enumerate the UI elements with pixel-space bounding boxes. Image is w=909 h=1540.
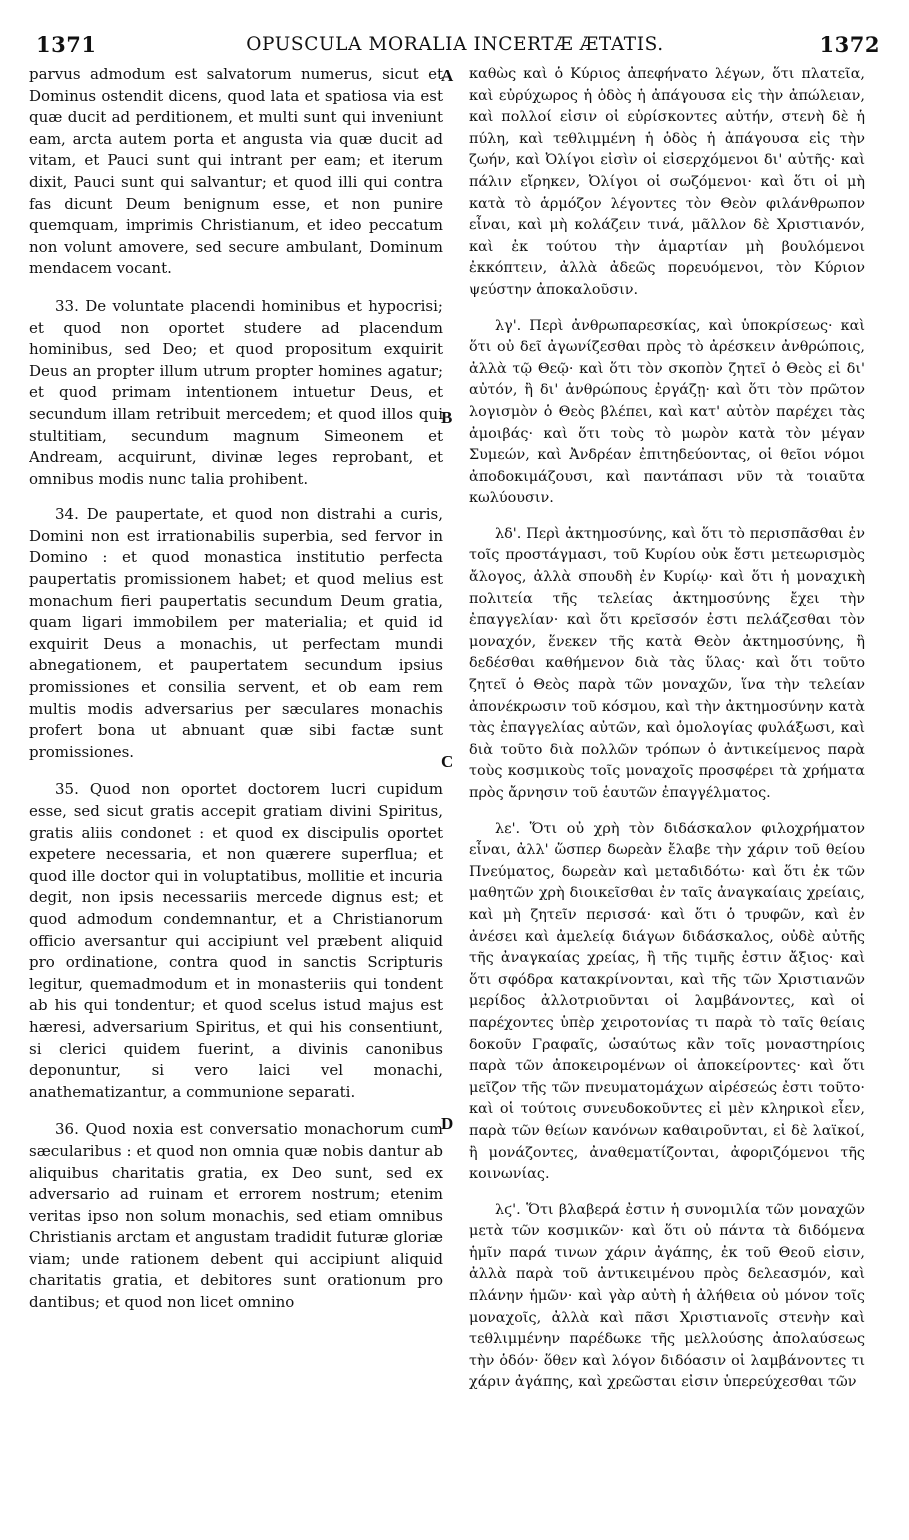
latin-column — [29, 64, 443, 1328]
margin-letters — [441, 0, 471, 1540]
latin-paragraph: 34. De paupertate, et quod non distrahi a curis, Domini non est irrationabilis superbia, sed fervor in Domino : et quod monastica institutio perfecta paupertatis promissionem habet; et quod melius est monachum fieri paupertatis secundum Deum gratia, quam ligari immobilem per materialia; et quid id exquirit Deus a monachis, ut perfectam mundi abnegationem, et paupertatem secundum ipsius promissiones et consilia servent, et ob eam rem multis modis adversarius per sæculares monachis profert bona ut abnuant quæ sibi factæ sunt promissiones. — [29, 505, 443, 761]
greek-column — [469, 64, 865, 1408]
margin-letter-c: C — [441, 752, 454, 771]
page-number-right: 1372 — [819, 32, 880, 57]
greek-paragraph: λδ'. Περὶ ἀκτημοσύνης, καὶ ὅτι τὸ περισπᾶσθαι ἐν τοῖς προστάγμασι, τοῦ Κυρίου οὐκ ἔστι μετεωρισμὸς ἄλογος, ἀλλὰ σπουδὴ ἐν Κυρίῳ· καὶ ὅτι ἡ μοναχικὴ πολιτεία τῆς τελείας ἀκτημοσύνης ἔχει τὴν ἐπαγγελίαν· καὶ ὅτι κρεῖσσόν ἐστι πελάζεσθαι τὸν μοναχόν, ἕνεκεν τῆς κατὰ Θεὸν ἀκτημοσύνης, ἢ δεδέσθαι καθήμενον διὰ τὰς ὕλας· καὶ ὅτι τοῦτο ζητεῖ ὁ Θεὸς παρὰ τῶν μοναχῶν, ἵνα τὴν τελείαν ἀπονέκρωσιν τοῦ κόσμου, καὶ τὴν ἀκτημοσύνην κατὰ τὰς ἐπαγγελίας αὐτῶν, καὶ ὁμολογίας φυλάξωσι, καὶ διὰ τοῦτο διὰ πολλῶν τρόπων ὁ ἀντικείμενος παρὰ τοὺς κοσμικοὺς τοῖς μοναχοῖς προσφέρει τὰ χρήματα πρὸς ἄρνησιν τοῦ ἑαυτῶν ἐπαγγέλματος. — [469, 525, 865, 801]
greek-paragraph: λϛ'. Ὅτι βλαβερά ἐστιν ἡ συνομιλία τῶν μοναχῶν μετὰ τῶν κοσμικῶν· καὶ ὅτι οὐ πάντα τὰ διδόμενα ἡμῖν παρά τινων χάριν ἀγάπης, ἐκ τοῦ Θεοῦ εἰσιν, ἀλλὰ παρὰ τοῦ ἀντικειμένου πρὸς δελεασμόν, καὶ πλάνην ἡμῶν· καὶ γὰρ αὐτὴ ἡ ἀλήθεια οὐ μόνον τοῖς μοναχοῖς, ἀλλὰ καὶ πᾶσι Χριστιανοῖς στενὴν καὶ τεθλιμμένην παρέδωκε τῆς μελλούσης ἀπολαύσεως τὴν ὁδόν· ὅθεν καὶ λόγον διδόασιν οἱ λαμβάνοντες τι χάριν ἀγάπης, καὶ χρεῶσται εἰσιν ὑπερεύχεσθαι τῶν — [469, 1201, 865, 1391]
greek-paragraph: λε'. Ὅτι οὐ χρὴ τὸν διδάσκαλον φιλοχρήματον εἶναι, ἀλλ' ὥσπερ δωρεὰν ἔλαβε τὴν χάριν τοῦ θείου Πνεύματος, δωρεὰν καὶ μεταδιδότω· καὶ ὅτι ἐκ τῶν μαθητῶν χρὴ διοικεῖσθαι ἐν ταῖς ἀναγκαίαις χρείαις, καὶ μὴ ζητεῖν περισσά· καὶ ὅτι ὁ τρυφῶν, καὶ ἐν ἀνέσει καὶ ἀμελείᾳ διάγων διδάσκαλος, οὐδὲ αὐτῆς τῆς ἀναγκαίας χρείας, ἢ τῆς τιμῆς ἐστιν ἄξιος· καὶ ὅτι σφόδρα κατακρίνονται, καὶ τῆς τῶν Χριστιανῶν μερίδος ἀλλοτριοῦνται οἱ λαμβάνοντες, καὶ οἱ παρέχοντες ὑπὲρ χειροτονίας τι παρὰ τὸ ταῖς θείαις δοκοῦν Γραφαῖς, ὡσαύτως κἂν τοῖς μοναστηρίοις παρὰ τῶν ἀποκειρομένων οἱ ἀποκείροντες· καὶ ὅτι μεῖζον τῆς τῶν πνευματομάχων αἱρέσεώς ἐστι τοῦτο· καὶ οἱ τούτοις συνευδοκοῦντες εἰ μὲν κληρικοὶ εἶεν, παρὰ τῶν θείων κανόνων καθαιροῦνται, εἰ δὲ λαϊκοί, ἢ μονάζοντες, ἀναθεματίζονται, ἀφοριζόμενοι τῆς κοινωνίας. — [469, 820, 865, 1183]
margin-letter-a: A — [441, 66, 454, 85]
margin-letter-b: B — [441, 408, 453, 427]
greek-paragraph: καθὼς καὶ ὁ Κύριος ἀπεφήνατο λέγων, ὅτι πλατεῖα, καὶ εὐρύχωρος ἡ ὁδὸς ἡ ἀπάγουσα εἰς τὴν ἀπώλειαν, καὶ πολλοί εἰσιν οἱ εὑρίσκοντες αὐτήν, στενὴ δὲ ἡ πύλη, καὶ τεθλιμμένη ἡ ὁδὸς ἡ ἀπάγουσα εἰς τὴν ζωήν, καὶ Ὀλίγοι εἰσὶν οἱ εἰσερχόμενοι δι' αὐτῆς· καὶ πάλιν εἴρηκεν, Ὀλίγοι οἱ σωζόμενοι· καὶ ὅτι οἱ μὴ κατὰ τὸ ἁρμόζον λέγοντες τὸν Θεὸν φιλάνθρωπον εἶναι, καὶ μὴ κολάζειν τινά, μᾶλλον δὲ Χριστιανόν, καὶ ἐκ τούτου τὴν ἁμαρτίαν μὴ βουλόμενοι ἐκκόπτειν, ἀλλὰ ἀδεῶς πορευόμενοι, τὸν Κύριον ψεύστην ἀποκαλοῦσιν. — [469, 66, 865, 298]
greek-paragraph: λγ'. Περὶ ἀνθρωπαρεσκίας, καὶ ὑποκρίσεως· καὶ ὅτι οὐ δεῖ ἀγωνίζεσθαι πρὸς τὸ ἀρέσκειν ἀνθρώποις, ἀλλὰ τῷ Θεῷ· καὶ ὅτι τὸν σκοπὸν ζητεῖ ὁ Θεὸς εἰ δι' αὐτόν, ἢ δι' ἀνθρώπους ἐργάζῃ· καὶ ὅτι τὸν πρῶτον λογισμὸν ὁ Θεὸς βλέπει, καὶ κατ' αὐτὸν παρέχει τὰς ἀμοιβάς· καὶ ὅτι τοὺς τὸ μωρὸν κατὰ τὸν μέγαν Συμεών, καὶ Ἀνδρέαν ἐπιτηδεύοντας, οἱ θεῖοι νόμοι ἀποδοκιμάζουσι, καὶ παντάπασι νῦν τὰ τοιαῦτα κωλύουσιν. — [469, 317, 865, 507]
latin-paragraph: 35. Quod non oportet doctorem lucri cupidum esse, sed sicut gratis accepit gratiam divini Spiritus, gratis aliis condonet : et quod ex discipulis oportet expetere necessaria, et non quærere superflua; et quod ille doctor qui in voluptatibus, mollitie et incuria degit, non ipsis necessariis mercede dignus est; et quod admodum condemnantur, et a Christianorum officio aversantur qui accipiunt vel præbent aliquid pro ordinatione, contra quod in sanctis Scripturis legitur, quemadmodum et in monasteriis qui tondent ab his qui tondentur; et quod scelus istud majus est hæresi, adversarium Spiritus, et qui his consentiunt, si clerici quidem fuerint, a divinis canonibus deponuntur, si vero laici vel monachi, anathematizantur, a communione separati. — [29, 780, 443, 1101]
margin-letter-d: D — [441, 1114, 454, 1133]
latin-paragraph: 36. Quod noxia est conversatio monachorum cum sæcularibus : et quod non omnia quæ nobis dantur ab aliquibus charitatis gratia, ex Deo sunt, sed ex adversario ad ruinam et errorem nostrum; etenim veritas ipso non solum monachis, sed etiam omnibus Christianis arctam et angustam tradidit futuræ gloriæ viam; unde rationem debent qui accipiunt aliquid charitatis gratia, et debitores sunt orationum pro dantibus; et quod non licet omnino — [29, 1120, 443, 1312]
latin-paragraph: parvus admodum est salvatorum numerus, sicut et Dominus ostendit dicens, quod lata et spatiosa via est quæ ducit ad perditionem, et multi sunt qui inveniunt eam, arcta autem porta et angusta via quæ ducit ad vitam, et Pauci sunt qui intrant per eam; et iterum dixit, Pauci sunt qui salvantur; et quod illi qui contra fas dicunt Deum benignum esse, et non punire quemquam, imprimis Christianum, et ideo peccatum non volunt amovere, sed secure ambulant, Dominum mendacem vocant. — [29, 65, 443, 278]
page-number-left: 1371 — [36, 32, 97, 57]
running-title: OPUSCULA MORALIA INCERTÆ ÆTATIS. — [246, 34, 664, 55]
latin-paragraph: 33. De voluntate placendi hominibus et hypocrisi; et quod non oportet studere ad placendum hominibus, sed Deo; et quod propositum exquirit Deus an propter illum utrum propter homines agatur; et quod primam intentionem intuetur Deus, et secundum illam retribuit mercedem; et quod illos qui stultitiam, secundum magnum Simeonem et Andream, acquirunt, divinæ leges reprobant, et omnibus modis nunc talia prohibent. — [29, 296, 443, 488]
